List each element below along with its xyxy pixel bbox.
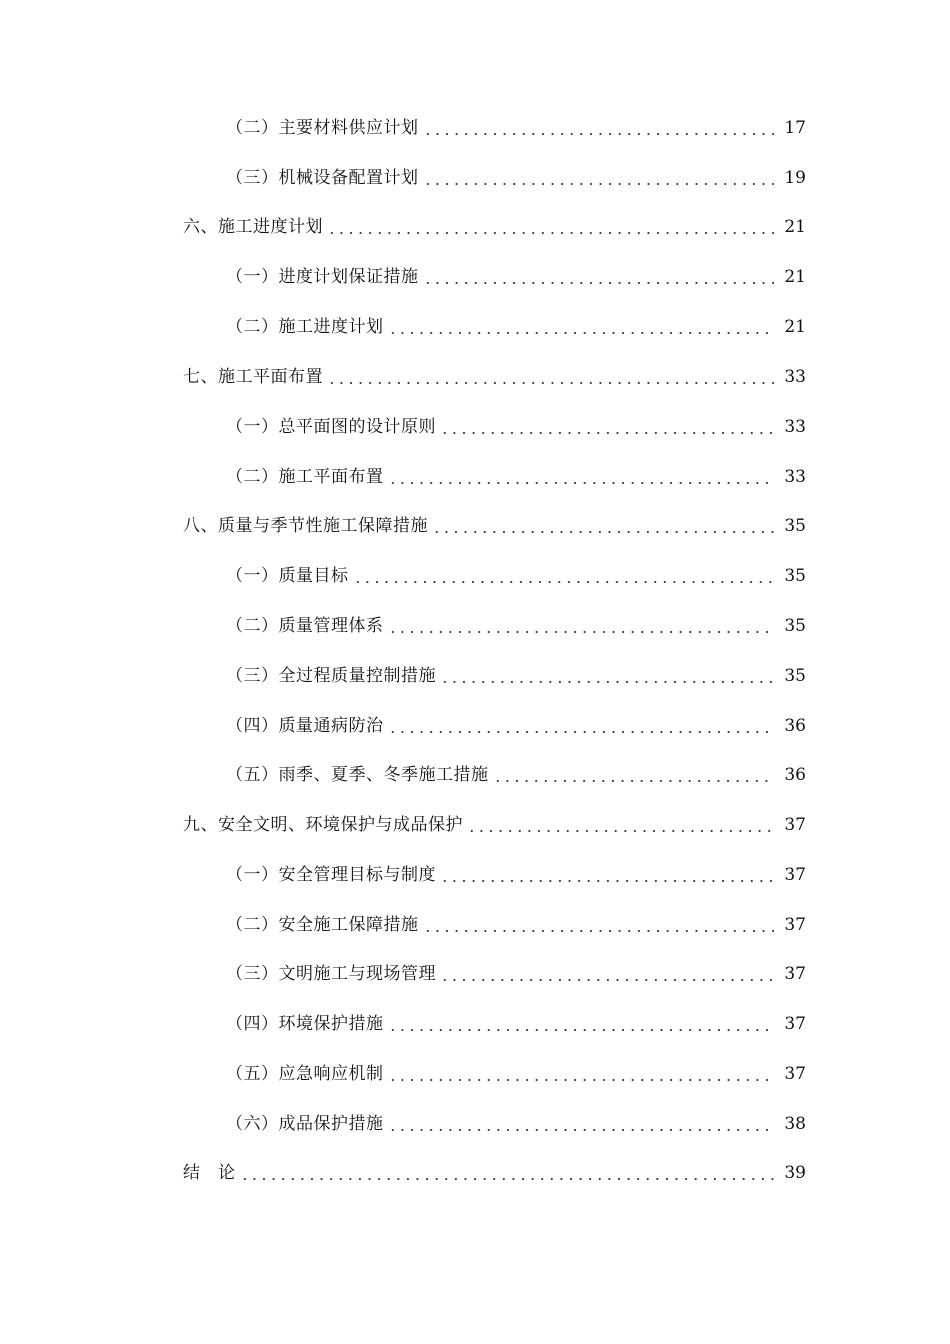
toc-entry[interactable] bbox=[226, 910, 806, 940]
toc-entry-title: （一）安全管理目标与制度 bbox=[226, 865, 436, 885]
dot-leader bbox=[325, 362, 778, 392]
toc-entry-page: 35 bbox=[784, 566, 806, 586]
toc-entry-title: （四）质量通病防治 bbox=[226, 716, 384, 736]
toc-entry-title: （五）雨季、夏季、冬季施工措施 bbox=[226, 765, 489, 785]
toc-entry-page: 38 bbox=[784, 1114, 806, 1134]
toc-entry-title: 六、施工进度计划 bbox=[183, 217, 323, 237]
dot-leader bbox=[465, 810, 778, 840]
toc-entry-title: （二）安全施工保障措施 bbox=[226, 915, 419, 935]
toc-entry[interactable] bbox=[226, 1109, 806, 1139]
toc-entry-title: （二）主要材料供应计划 bbox=[226, 118, 419, 138]
toc-entry-page: 36 bbox=[784, 716, 806, 736]
toc-entry-page: 21 bbox=[784, 317, 806, 337]
dot-leader bbox=[438, 860, 778, 890]
toc-entry[interactable] bbox=[226, 959, 806, 989]
toc-entry-page: 21 bbox=[784, 217, 806, 237]
toc-entry-title: （一）质量目标 bbox=[226, 566, 349, 586]
toc-entry-page: 35 bbox=[784, 616, 806, 636]
toc-entry-page: 36 bbox=[784, 765, 806, 785]
toc-entry-page: 19 bbox=[784, 168, 806, 188]
toc-entry[interactable] bbox=[226, 412, 806, 442]
toc-entry-page: 37 bbox=[784, 1064, 806, 1084]
toc-entry-page: 37 bbox=[784, 964, 806, 984]
toc-entry-title: （五）应急响应机制 bbox=[226, 1064, 384, 1084]
toc-entry-title: （六）成品保护措施 bbox=[226, 1114, 384, 1134]
toc-entry[interactable] bbox=[226, 760, 806, 790]
toc-entry-title: （四）环境保护措施 bbox=[226, 1014, 384, 1034]
toc-entry[interactable] bbox=[226, 661, 806, 691]
dot-leader bbox=[325, 212, 778, 242]
dot-leader bbox=[386, 1059, 779, 1089]
toc-entry[interactable] bbox=[226, 611, 806, 641]
toc-entry[interactable] bbox=[226, 711, 806, 741]
dot-leader bbox=[386, 611, 779, 641]
toc-entry[interactable] bbox=[226, 462, 806, 492]
toc-entry-page: 33 bbox=[784, 417, 806, 437]
toc-entry-title: 九、安全文明、环境保护与成品保护 bbox=[183, 815, 463, 835]
toc-entry-page: 37 bbox=[784, 815, 806, 835]
toc-entry-page: 39 bbox=[784, 1163, 806, 1183]
toc-entry[interactable] bbox=[183, 212, 806, 242]
toc-entry-title: （三）机械设备配置计划 bbox=[226, 168, 419, 188]
dot-leader bbox=[421, 163, 779, 193]
toc-entry-title: 结 论 bbox=[183, 1163, 236, 1183]
toc-entry[interactable] bbox=[226, 1059, 806, 1089]
dot-leader bbox=[386, 1109, 779, 1139]
dot-leader bbox=[438, 412, 778, 442]
toc-entry[interactable] bbox=[183, 1158, 806, 1188]
toc-entry[interactable] bbox=[226, 262, 806, 292]
toc-entry-page: 37 bbox=[784, 865, 806, 885]
toc-entry[interactable] bbox=[183, 810, 806, 840]
toc-entry-title: 七、施工平面布置 bbox=[183, 367, 323, 387]
dot-leader bbox=[238, 1158, 779, 1188]
dot-leader bbox=[421, 262, 779, 292]
toc-entry-title: （一）进度计划保证措施 bbox=[226, 267, 419, 287]
dot-leader bbox=[438, 959, 778, 989]
toc-entry[interactable] bbox=[226, 163, 806, 193]
dot-leader bbox=[386, 1009, 779, 1039]
toc-entry[interactable] bbox=[183, 362, 806, 392]
toc-entry[interactable] bbox=[226, 113, 806, 143]
toc-entry[interactable] bbox=[226, 1009, 806, 1039]
toc-entry-title: （二）施工平面布置 bbox=[226, 467, 384, 487]
toc-entry-page: 37 bbox=[784, 1014, 806, 1034]
dot-leader bbox=[421, 910, 779, 940]
dot-leader bbox=[438, 661, 778, 691]
toc-entry[interactable] bbox=[226, 561, 806, 591]
toc-entry-page: 35 bbox=[784, 666, 806, 686]
toc-entry-page: 37 bbox=[784, 915, 806, 935]
toc-entry-page: 21 bbox=[784, 267, 806, 287]
toc-entry[interactable] bbox=[226, 312, 806, 342]
dot-leader bbox=[491, 760, 779, 790]
dot-leader bbox=[386, 462, 779, 492]
toc-entry[interactable] bbox=[226, 860, 806, 890]
dot-leader bbox=[421, 113, 779, 143]
toc-entry-page: 33 bbox=[784, 467, 806, 487]
toc-entry-title: （三）全过程质量控制措施 bbox=[226, 666, 436, 686]
toc-entry-page: 35 bbox=[784, 516, 806, 536]
dot-leader bbox=[386, 312, 779, 342]
dot-leader bbox=[430, 511, 778, 541]
dot-leader bbox=[386, 711, 779, 741]
toc-entry-page: 33 bbox=[784, 367, 806, 387]
toc-entry-title: （一）总平面图的设计原则 bbox=[226, 417, 436, 437]
toc-entry-title: 八、质量与季节性施工保障措施 bbox=[183, 516, 428, 536]
toc-entry-title: （二）质量管理体系 bbox=[226, 616, 384, 636]
toc-entry-title: （二）施工进度计划 bbox=[226, 317, 384, 337]
toc-entry-title: （三）文明施工与现场管理 bbox=[226, 964, 436, 984]
toc-entry-page: 17 bbox=[784, 118, 806, 138]
dot-leader bbox=[351, 561, 779, 591]
toc-entry[interactable] bbox=[183, 511, 806, 541]
